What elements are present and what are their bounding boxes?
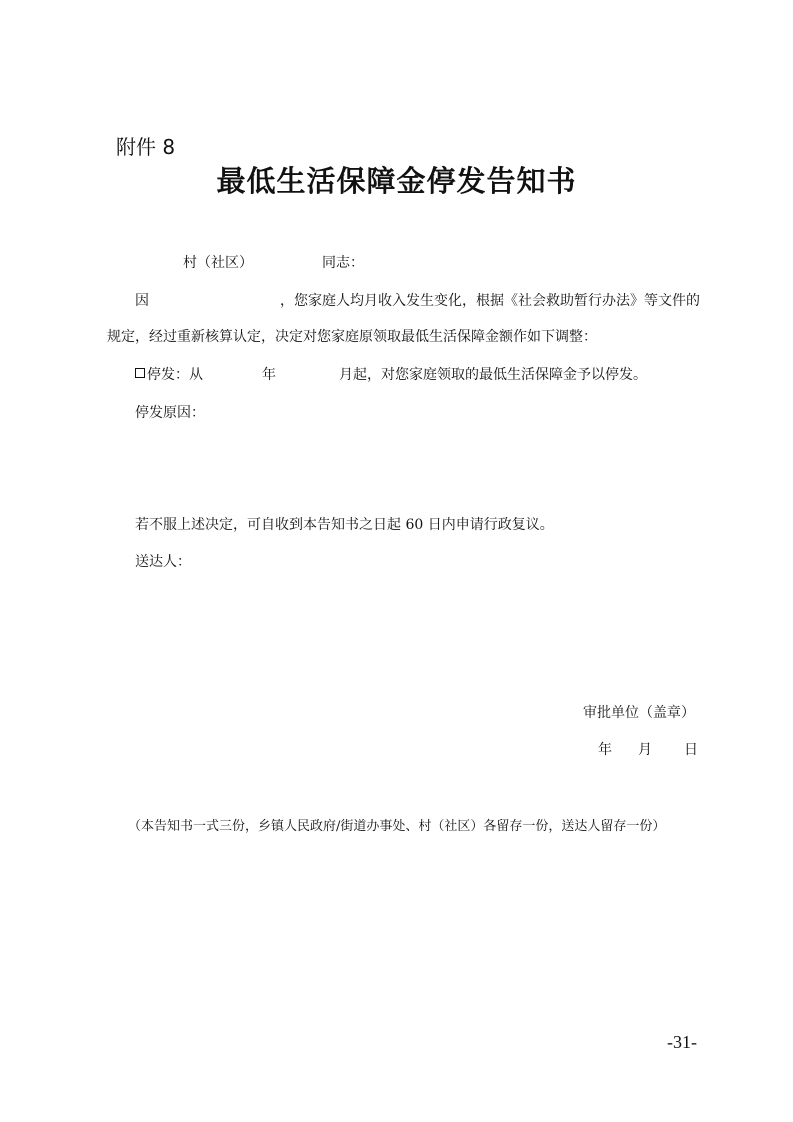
document-title: 最低生活保障金停发告知书 bbox=[216, 164, 577, 198]
suspend-year-label: 年 bbox=[262, 367, 276, 383]
paragraph1-text: ，您家庭人均月收入发生变化，根据《社会救助暂行办法》等文件的 bbox=[280, 293, 700, 309]
approver-label: 审批单位（盖章） bbox=[583, 705, 695, 721]
comrade-label: 同志： bbox=[322, 255, 364, 271]
suspend-checkbox[interactable] bbox=[135, 368, 145, 378]
attachment-label: 附件 8 bbox=[116, 135, 176, 159]
date-year-label: 年 bbox=[598, 742, 612, 758]
because-label: 因 bbox=[135, 293, 149, 309]
reason-label: 停发原因： bbox=[135, 405, 205, 421]
date-month-label: 月 bbox=[638, 742, 652, 758]
appeal-text: 若不服上述决定，可自收到本告知书之日起 60 日内申请行政复议。 bbox=[135, 517, 554, 533]
footnote: （本告知书一式三份，乡镇人民政府/街道办事处、村（社区）各留存一份，送达人留存一份） bbox=[128, 819, 666, 834]
suspend-month-text: 月起，对您家庭领取的最低生活保障金予以停发。 bbox=[339, 367, 647, 383]
village-label: 村（社区） bbox=[183, 255, 253, 271]
deliverer-label: 送达人： bbox=[135, 554, 191, 570]
paragraph1-line2: 规定，经过重新核算认定，决定对您家庭原领取最低生活保障金额作如下调整： bbox=[107, 329, 597, 345]
date-day-label: 日 bbox=[684, 742, 698, 758]
suspend-line bbox=[135, 364, 203, 384]
page-number: -31- bbox=[667, 1032, 697, 1052]
suspend-label: 停发：从 bbox=[147, 367, 203, 383]
